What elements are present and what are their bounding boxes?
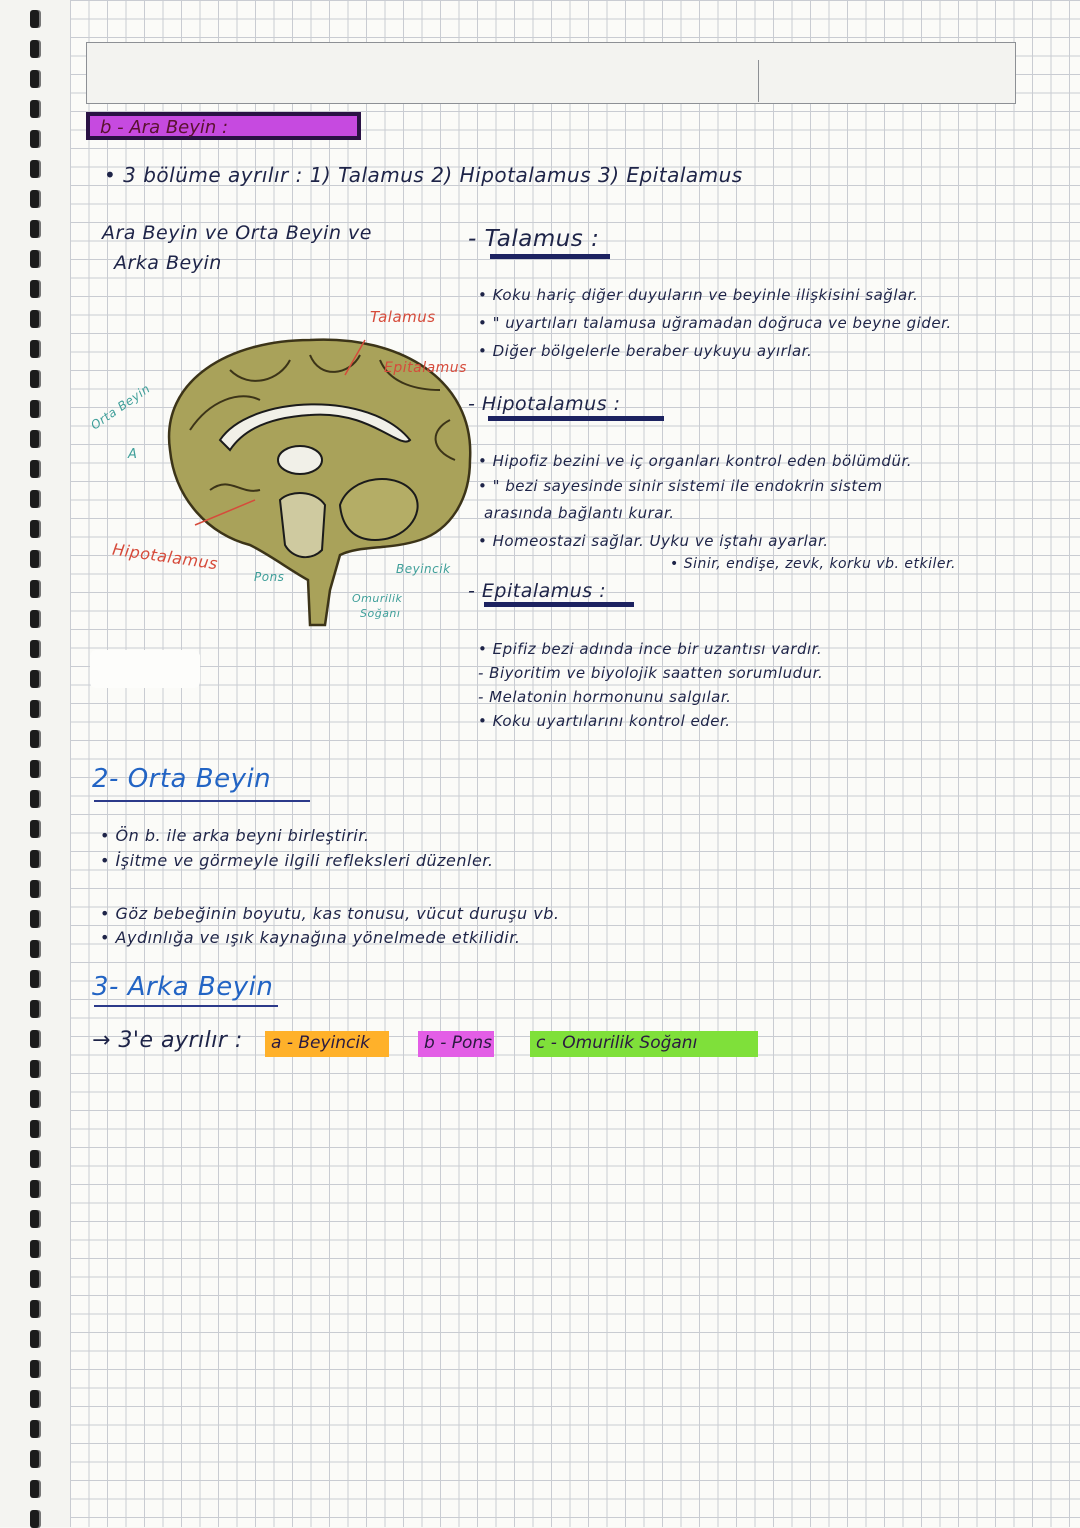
- binding-ring: [30, 1090, 39, 1108]
- binding-ring: [30, 430, 39, 448]
- binding-ring: [30, 550, 39, 568]
- part-omurilik-highlight: [530, 1031, 758, 1057]
- binding-ring: [30, 10, 39, 28]
- binding-ring: [30, 1450, 39, 1468]
- binding-ring: [30, 1390, 39, 1408]
- binding-ring: [30, 220, 39, 238]
- arka-beyin-underline: [94, 1005, 278, 1007]
- orta-beyin-bullet-3: • Göz bebeğinin boyutu, kas tonusu, vücut duruşu vb.: [100, 904, 560, 923]
- binding-ring: [30, 70, 39, 88]
- binding-ring: [30, 580, 39, 598]
- brain-diagram: [150, 300, 490, 630]
- label-orta-beyin: Orta Beyin: [88, 381, 153, 433]
- binding-ring: [30, 730, 39, 748]
- brainstem: [280, 493, 325, 557]
- part-beyincik-highlight: [265, 1031, 389, 1057]
- epitalamus-bullet-2: - Biyoritim ve biyolojik saatten sorumludur.: [478, 664, 824, 682]
- section-b-title: b - Ara Beyin :: [100, 117, 229, 138]
- hipotalamus-bullet-2: • " bezi sayesinde sinir sistemi ile endokrin sistem: [478, 477, 883, 495]
- orta-beyin-bullet-1: • Ön b. ile arka beyni birleştirir.: [100, 826, 370, 845]
- diagram-caption-line2: Arka Beyin: [114, 252, 222, 274]
- binding-ring: [30, 790, 39, 808]
- binding-ring: [30, 1360, 39, 1378]
- orta-beyin-bullet-4: • Aydınlığa ve ışık kaynağına yönelmede etkilidir.: [100, 928, 521, 947]
- binding-ring: [30, 1270, 39, 1288]
- label-arka: A: [128, 447, 138, 462]
- binding-ring: [30, 280, 39, 298]
- binding-ring: [30, 670, 39, 688]
- binding-ring: [30, 880, 39, 898]
- part-omurilik-label: c - Omurilik Soğanı: [536, 1033, 698, 1053]
- binding-ring: [30, 520, 39, 538]
- talamus-bullet-2: • " uyartıları talamusa uğramadan doğruca ve beyne gider.: [478, 314, 952, 332]
- hipotalamus-heading: - Hipotalamus :: [468, 393, 621, 415]
- talamus-heading: - Talamus :: [468, 226, 600, 252]
- binding-ring: [30, 760, 39, 778]
- binding-ring: [30, 370, 39, 388]
- talamus-bullet-1: • Koku hariç diğer duyuların ve beyinle ilişkisini sağlar.: [478, 286, 919, 304]
- section-b-title-highlight: [86, 112, 361, 140]
- diagram-caption-line1: Ara Beyin ve Orta Beyin ve: [102, 222, 372, 244]
- arka-beyin-heading: 3- Arka Beyin: [92, 972, 274, 1002]
- binding-ring: [30, 1330, 39, 1348]
- binding-ring: [30, 130, 39, 148]
- binding-ring: [30, 910, 39, 928]
- thalamus-structure: [278, 446, 322, 474]
- binding-ring: [30, 610, 39, 628]
- talamus-bullet-3: • Diğer bölgelerle beraber uykuyu ayırlar.: [478, 342, 813, 360]
- label-hipotalamus: Hipotalamus: [111, 539, 220, 574]
- epitalamus-bullet-4: • Koku uyartılarını kontrol eder.: [478, 712, 731, 730]
- brain-outline: [169, 340, 470, 625]
- hipotalamus-bullet-3: arasında bağlantı kurar.: [484, 504, 675, 522]
- binding-ring: [30, 820, 39, 838]
- binding-ring: [30, 640, 39, 658]
- label-omurilik: Omurilik: [352, 592, 403, 605]
- label-beyincik: Beyincik: [396, 562, 451, 576]
- binding-ring: [30, 1510, 39, 1528]
- binding-ring: [30, 160, 39, 178]
- binding-ring: [30, 100, 39, 118]
- talamus-underline: [490, 254, 610, 259]
- binding-ring: [30, 1240, 39, 1258]
- binding-ring: [30, 1420, 39, 1438]
- part-beyincik-label: a - Beyincik: [271, 1033, 370, 1053]
- binding-ring: [30, 340, 39, 358]
- erased-area: [90, 650, 200, 688]
- binding-ring: [30, 310, 39, 328]
- binding-ring: [30, 940, 39, 958]
- binding-ring: [30, 250, 39, 268]
- label-epitalamus: Epitalamus: [384, 360, 467, 376]
- hipotalamus-bullet-1: • Hipofiz bezini ve iç organları kontrol eden bölümdür.: [478, 452, 913, 470]
- binding-ring: [30, 400, 39, 418]
- label-sogani: Soğanı: [360, 607, 401, 620]
- epitalamus-bullet-3: - Melatonin hormonunu salgılar.: [478, 688, 732, 706]
- binding-ring: [30, 1120, 39, 1138]
- parts-line: • 3 bölüme ayrılır : 1) Talamus 2) Hipotalamus 3) Epitalamus: [104, 163, 743, 187]
- binding-ring: [30, 1150, 39, 1168]
- hipotalamus-underline: [488, 416, 664, 421]
- binding-ring: [30, 190, 39, 208]
- hipotalamus-bullet-4: • Homeostazi sağlar. Uyku ve iştahı ayarlar.: [478, 532, 829, 550]
- orta-beyin-bullet-2: • İşitme ve görmeyle ilgili refleksleri düzenler.: [100, 851, 494, 870]
- binding-ring: [30, 1210, 39, 1228]
- epitalamus-underline: [484, 602, 634, 607]
- page-header-box: [86, 42, 1016, 104]
- binding-ring: [30, 1480, 39, 1498]
- binding-ring: [30, 1030, 39, 1048]
- part-pons-label: b - Pons: [424, 1033, 493, 1053]
- orta-beyin-underline: [94, 800, 310, 802]
- part-pons-highlight: [418, 1031, 494, 1057]
- binding-ring: [30, 1060, 39, 1078]
- label-talamus: Talamus: [370, 308, 436, 326]
- binding-ring: [30, 970, 39, 988]
- spiral-binding: [0, 0, 70, 1527]
- binding-ring: [30, 1000, 39, 1018]
- binding-ring: [30, 700, 39, 718]
- label-pons: Pons: [254, 570, 285, 584]
- binding-ring: [30, 460, 39, 478]
- hipotalamus-bullet-5: • Sinir, endişe, zevk, korku vb. etkiler.: [670, 556, 956, 572]
- header-divider: [758, 60, 759, 102]
- epitalamus-heading: - Epitalamus :: [468, 580, 607, 602]
- binding-ring: [30, 1300, 39, 1318]
- binding-ring: [30, 490, 39, 508]
- orta-beyin-heading: 2- Orta Beyin: [92, 764, 272, 794]
- binding-ring: [30, 850, 39, 868]
- arka-beyin-intro: → 3'e ayrılır :: [92, 1028, 243, 1053]
- binding-ring: [30, 1180, 39, 1198]
- epitalamus-bullet-1: • Epifiz bezi adında ince bir uzantısı vardır.: [478, 640, 823, 658]
- binding-ring: [30, 40, 39, 58]
